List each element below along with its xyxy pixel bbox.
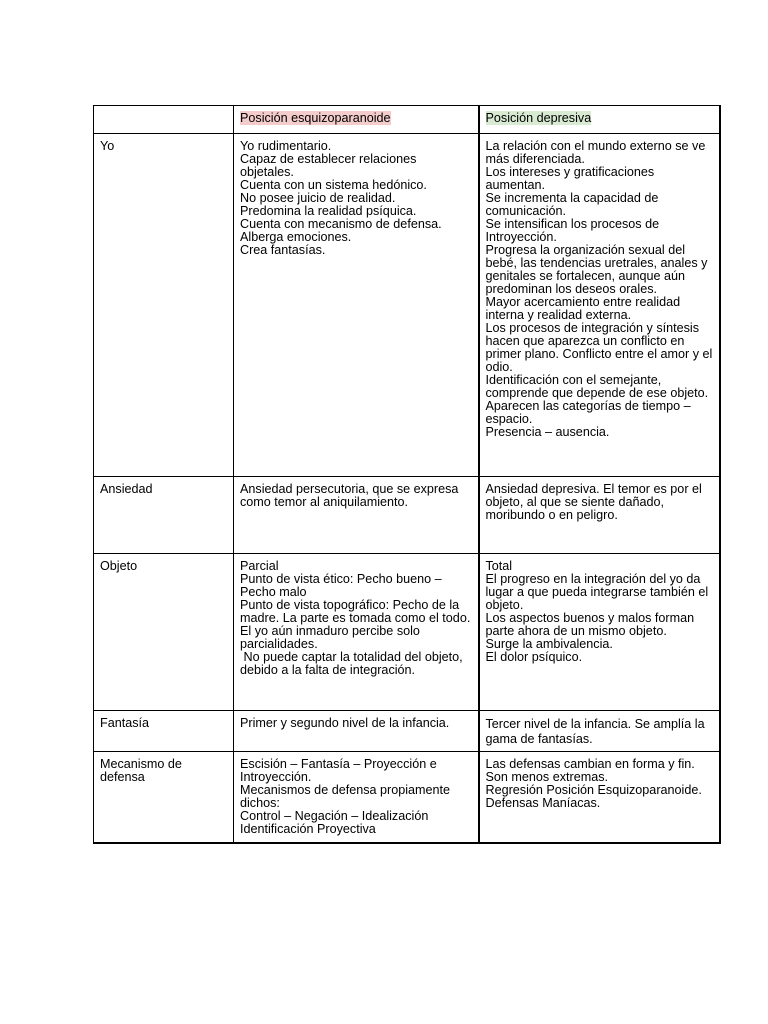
cell-line: Punto de vista topográfico: Pecho de la madre. La parte es tomada como el todo. xyxy=(240,598,471,625)
row-label-mecanismo: Mecanismo de defensa xyxy=(94,752,234,844)
cell-line: No posee juicio de realidad. xyxy=(240,191,396,205)
cell-line: Mecanismos de defensa propiamente dichos: xyxy=(240,783,451,810)
cell-line: Capaz de establecer relaciones objetales. xyxy=(240,152,417,179)
cell-line: Cuenta con mecanismo de defensa. xyxy=(240,217,442,231)
cell-line: El progreso en la integración del yo da lugar a que pueda integrarse también el objeto. xyxy=(485,572,709,612)
cell-line: Surge la ambivalencia. xyxy=(485,637,613,651)
table-header-row xyxy=(94,106,720,134)
row-label-fantasia: Fantasía xyxy=(94,711,234,752)
cell-line: Alberga emociones. xyxy=(240,230,352,244)
cell-objeto-depresiva xyxy=(479,554,720,711)
cell-line: Cuenta con un sistema hedónico. xyxy=(240,178,427,192)
header-cell-esquizoparanoide xyxy=(234,106,479,134)
cell-line: Total xyxy=(485,559,513,573)
cell-ansiedad-depresiva xyxy=(479,477,720,554)
cell-line: Presencia – ausencia. xyxy=(485,425,610,439)
cell-line: Identificación Proyectiva xyxy=(240,822,376,836)
header-label-depresiva: Posición depresiva xyxy=(485,111,592,125)
header-cell-depresiva xyxy=(479,106,720,134)
header-empty-cell xyxy=(94,106,234,134)
cell-line: Predomina la realidad psíquica. xyxy=(240,204,417,218)
cell-fantasia-esquizoparanoide xyxy=(234,711,479,752)
cell-line: Punto de vista ético: Pecho bueno – Pecho malo xyxy=(240,572,442,599)
cell-fantasia-depresiva xyxy=(479,711,720,752)
header-label-esquizoparanoide: Posición esquizoparanoide xyxy=(240,111,391,125)
cell-yo-esquizoparanoide xyxy=(234,134,479,477)
cell-line: Progresa la organización sexual del bebé, las tendencias uretrales, anales y genitales se fortalecen, aunque aún predominan los deseos orales. xyxy=(485,243,708,296)
row-label-ansiedad: Ansiedad xyxy=(94,477,234,554)
cell-line: Los procesos de integración y síntesis hacen que aparezca un conflicto en primer plano. Conflicto entre el amor y el odio. xyxy=(485,321,713,374)
cell-line: Identificación con el semejante, comprende que depende de ese objeto. xyxy=(485,373,709,400)
cell-line: Los intereses y gratificaciones aumentan. xyxy=(485,165,655,192)
table-row-fantasia xyxy=(94,711,720,752)
cell-line: La relación con el mundo externo se ve más diferenciada. xyxy=(485,139,706,166)
table-row-objeto xyxy=(94,554,720,711)
cell-line: Defensas Maníacas. xyxy=(485,796,601,810)
cell-line: Ansiedad persecutoria, que se expresa como temor al aniquilamiento. xyxy=(240,482,459,509)
cell-line: Tercer nivel de la infancia. Se amplía la gama de fantasías. xyxy=(485,717,705,746)
table-row-yo xyxy=(94,134,720,477)
comparison-table xyxy=(93,105,721,844)
cell-line: Los aspectos buenos y malos forman parte ahora de un mismo objeto. xyxy=(485,611,695,638)
cell-mecanismo-esquizoparanoide xyxy=(234,752,479,844)
table-row-mecanismo xyxy=(94,752,720,844)
cell-line: Ansiedad depresiva. El temor es por el objeto, al que se siente dañado, moribundo o en peligro. xyxy=(485,482,702,522)
cell-objeto-esquizoparanoide xyxy=(234,554,479,711)
cell-line: Las defensas cambian en forma y fin. Son menos extremas. xyxy=(485,757,695,784)
row-label-yo: Yo xyxy=(94,134,234,477)
cell-line: Se incrementa la capacidad de comunicación. xyxy=(485,191,659,218)
table-row-ansiedad xyxy=(94,477,720,554)
cell-line: Aparecen las categorías de tiempo – espacio. xyxy=(485,399,691,426)
cell-line: Parcial xyxy=(240,559,279,573)
cell-line: Regresión Posición Esquizoparanoide. xyxy=(485,783,702,797)
cell-yo-depresiva xyxy=(479,134,720,477)
cell-line: El yo aún inmaduro percibe solo parcialidades. xyxy=(240,624,420,651)
cell-line: Control – Negación – Idealización xyxy=(240,809,429,823)
document-page xyxy=(93,105,719,844)
cell-line: Escisión – Fantasía – Proyección e Introyección. xyxy=(240,757,437,784)
cell-line: No puede captar la totalidad del objeto, debido a la falta de integración. xyxy=(240,650,467,677)
cell-line: Mayor acercamiento entre realidad interna y realidad externa. xyxy=(485,295,681,322)
row-label-objeto: Objeto xyxy=(94,554,234,711)
cell-line: Crea fantasías. xyxy=(240,243,326,257)
cell-line: El dolor psíquico. xyxy=(485,650,583,664)
cell-mecanismo-depresiva xyxy=(479,752,720,844)
cell-ansiedad-esquizoparanoide xyxy=(234,477,479,554)
cell-line: Yo rudimentario. xyxy=(240,139,332,153)
cell-line: Primer y segundo nivel de la infancia. xyxy=(240,716,450,730)
cell-line: Se intensifican los procesos de Introyección. xyxy=(485,217,660,244)
